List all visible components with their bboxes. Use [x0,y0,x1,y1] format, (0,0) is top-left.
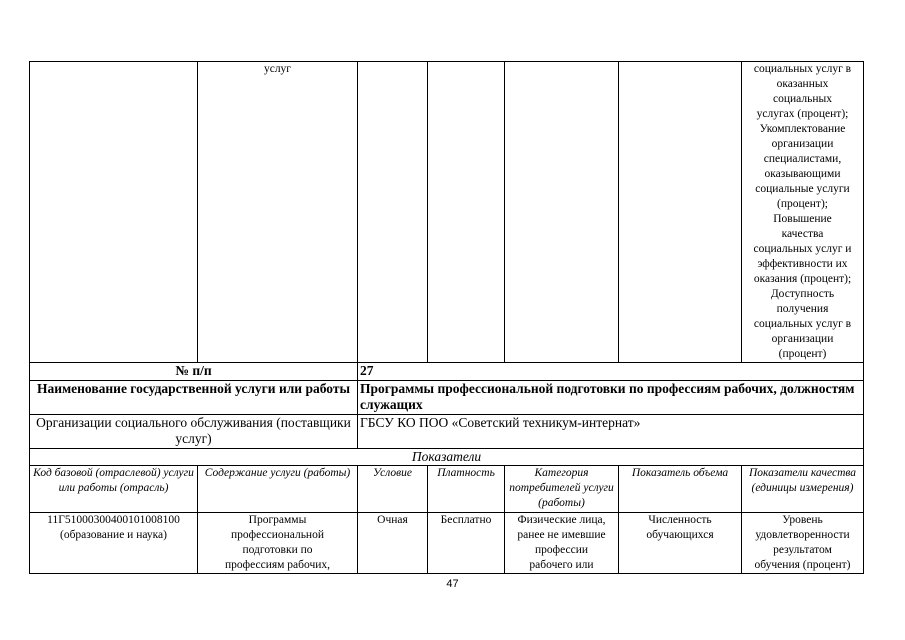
cell-condition: Очная [358,513,428,574]
services-table [29,61,864,574]
continued-code-cell [30,62,198,363]
cell-content: Программы профессиональной подготовки по профессиям рабочих, [198,513,358,574]
header-volume: Показатель объема [619,466,742,513]
service-name-label: Наименование государственной услуги или работы [30,381,358,415]
page-number: 47 [446,578,459,590]
providers-row [30,415,864,449]
cell-category: Физические лица, ранее не имевшие профессии рабочего или [505,513,619,574]
indicators-data-row [30,513,864,574]
providers-value: ГБСУ КО ПОО «Советский техникум-интернат» [358,415,864,449]
continued-row [30,62,864,363]
continued-payment-cell [428,62,505,363]
header-content: Содержание услуги (работы) [198,466,358,513]
service-name-row [30,381,864,415]
header-condition: Условие [358,466,428,513]
header-quality: Показатели качества (единицы измерения) [742,466,864,513]
header-category: Категория потребителей услуги (работы) [505,466,619,513]
continued-quality-cell: социальных услуг в оказанных социальных услугах (процент); Укомплектование организации специалистами, оказывающими социальные услуги (процент); Повышение качества социальных услуг и эффективности их оказания (процент); Доступность получения социальных услуг в организации (процент) [742,62,864,363]
cell-volume: Численность обучающихся [619,513,742,574]
continued-category-cell [505,62,619,363]
indicators-header-row [30,466,864,513]
indicators-title-row [30,449,864,466]
number-value: 27 [358,363,864,381]
service-name-value: Программы профессиональной подготовки по профессиям рабочих, должностям служащих [358,381,864,415]
providers-label: Организации социального обслуживания (поставщики услуг) [30,415,358,449]
continued-volume-cell [619,62,742,363]
header-payment: Платность [428,466,505,513]
number-row [30,363,864,381]
continued-content-cell: услуг [198,62,358,363]
continued-condition-cell [358,62,428,363]
cell-quality: Уровень удовлетворенности результатом обучения (процент) [742,513,864,574]
indicators-title: Показатели [30,449,864,466]
header-code: Код базовой (отраслевой) услуги или работы (отрасль) [30,466,198,513]
cell-payment: Бесплатно [428,513,505,574]
cell-code: 11Г51000300400101008100 (образование и наука) [30,513,198,574]
number-label: № п/п [30,363,358,381]
